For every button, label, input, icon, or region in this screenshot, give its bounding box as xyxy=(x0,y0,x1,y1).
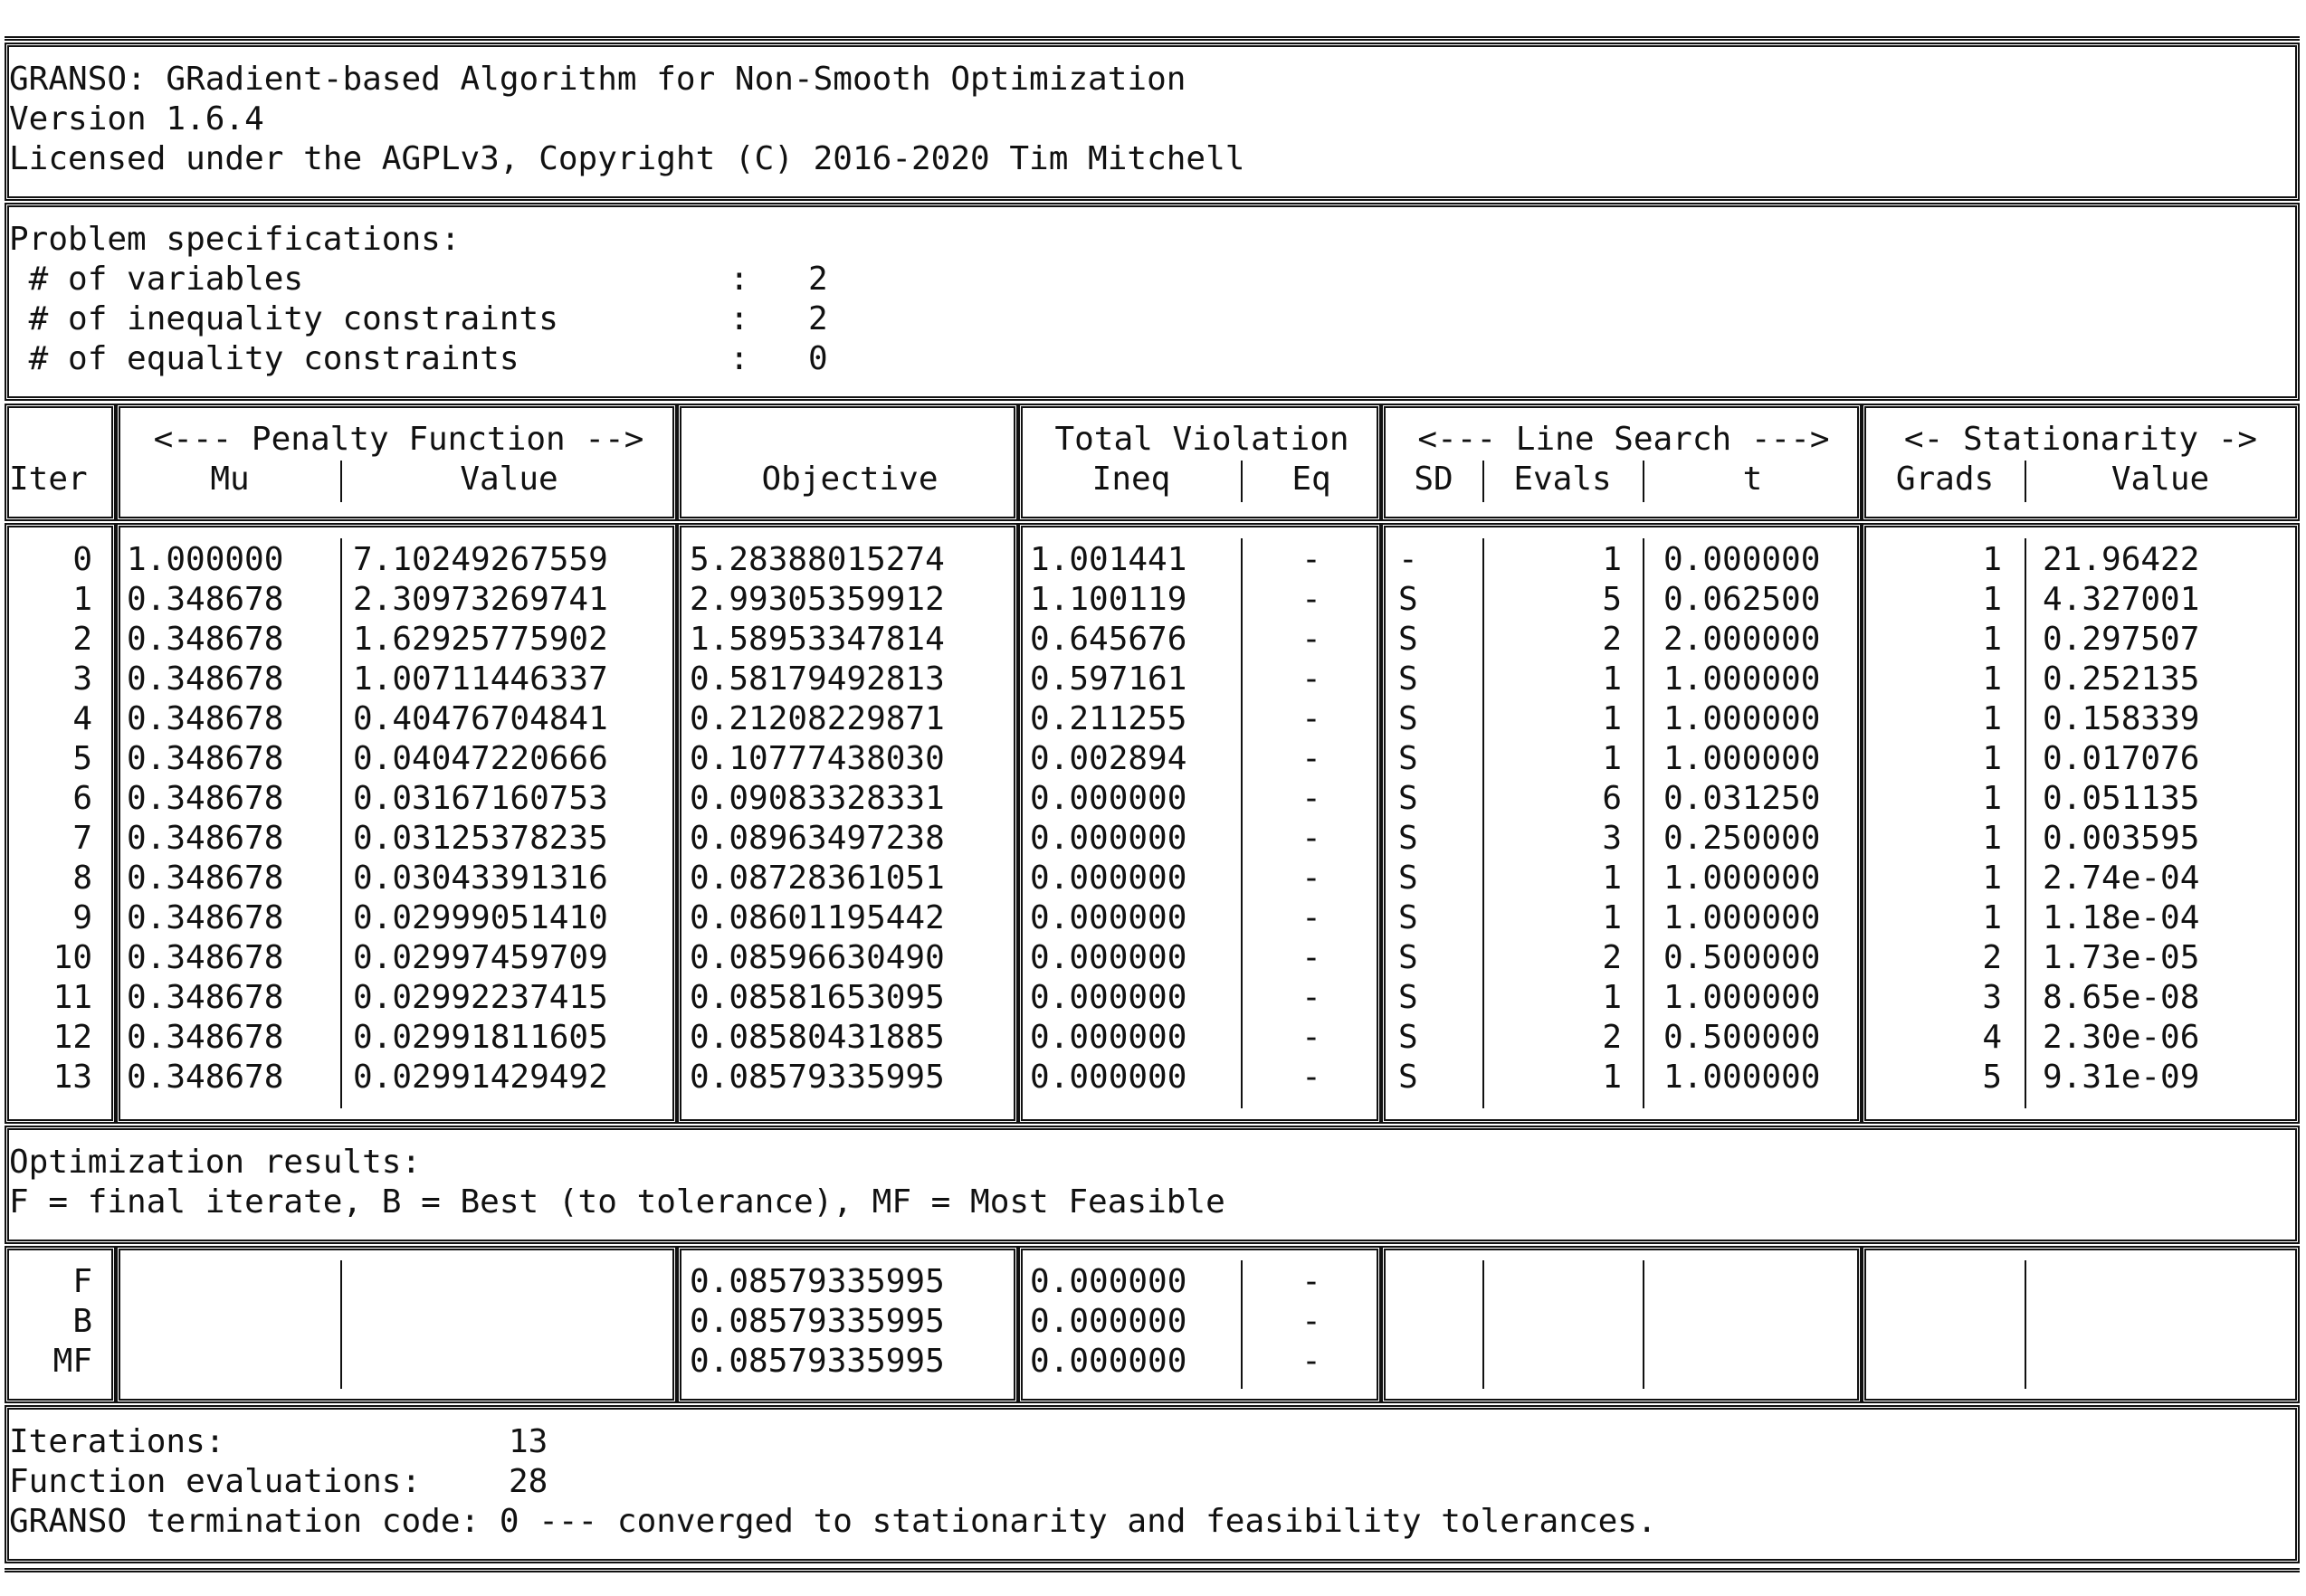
cell-evals: 1 xyxy=(1602,740,1622,777)
cell-iter: 3 xyxy=(72,660,92,698)
table-cell-frame xyxy=(116,1246,677,1403)
cell-stationarity-value: 0.158339 xyxy=(2043,700,2200,737)
cell-evals: 1 xyxy=(1602,541,1622,578)
cell-penalty-value: 0.03043391316 xyxy=(353,860,608,897)
problem-heading: Problem specifications: xyxy=(9,221,461,258)
cell-sd: S xyxy=(1398,1019,1418,1056)
cell-objective: 2.99305359912 xyxy=(690,581,945,618)
cell-penalty-value: 0.02992237415 xyxy=(353,979,608,1016)
cell-penalty-value: 0.40476704841 xyxy=(353,700,608,737)
cell-ineq: 1.001441 xyxy=(1030,541,1187,578)
cell-grads: 1 xyxy=(1982,581,2002,618)
cell-eq: - xyxy=(1301,660,1321,698)
cell-objective: 0.08579335995 xyxy=(690,1059,945,1096)
cell-iter: 1 xyxy=(72,581,92,618)
cell-grads: 1 xyxy=(1982,621,2002,658)
cell-sd: S xyxy=(1398,740,1418,777)
cell-t: 0.500000 xyxy=(1663,939,1821,976)
cell-evals: 1 xyxy=(1602,700,1622,737)
cell-iter: 7 xyxy=(72,820,92,857)
header-objective: Objective xyxy=(761,461,939,498)
spec-colon: : xyxy=(729,340,749,377)
cell-eq: - xyxy=(1301,581,1321,618)
cell-mu: 0.348678 xyxy=(127,1019,284,1056)
cell-penalty-value: 1.00711446337 xyxy=(353,660,608,698)
header-violation-group: Total Violation xyxy=(1054,421,1349,458)
summary-iterations-value: 13 xyxy=(509,1423,548,1460)
cell-evals: 2 xyxy=(1602,939,1622,976)
results-legend: F = final iterate, B = Best (to tolerance), MF = Most Feasible xyxy=(9,1183,1225,1221)
result-objective: 0.08579335995 xyxy=(690,1303,945,1340)
cell-ineq: 0.000000 xyxy=(1030,1019,1187,1056)
cell-ineq: 0.211255 xyxy=(1030,700,1187,737)
cell-iter: 0 xyxy=(72,541,92,578)
cell-sd: S xyxy=(1398,860,1418,897)
header-penalty-value: Value xyxy=(460,461,558,498)
cell-eq: - xyxy=(1301,700,1321,737)
column-separator xyxy=(340,538,342,1108)
cell-objective: 0.08601195442 xyxy=(690,899,945,936)
header-evals: Evals xyxy=(1513,461,1612,498)
cell-penalty-value: 0.03167160753 xyxy=(353,780,608,817)
cell-objective: 0.09083328331 xyxy=(690,780,945,817)
cell-stationarity-value: 0.297507 xyxy=(2043,621,2200,658)
cell-eq: - xyxy=(1301,860,1321,897)
cell-grads: 1 xyxy=(1982,700,2002,737)
cell-objective: 0.08580431885 xyxy=(690,1019,945,1056)
banner-license: Licensed under the AGPLv3, Copyright (C) 2016-2020 Tim Mitchell xyxy=(9,140,1245,177)
cell-t: 0.000000 xyxy=(1663,541,1821,578)
cell-ineq: 0.000000 xyxy=(1030,820,1187,857)
cell-evals: 1 xyxy=(1602,860,1622,897)
cell-mu: 0.348678 xyxy=(127,780,284,817)
cell-iter: 2 xyxy=(72,621,92,658)
cell-iter: 4 xyxy=(72,700,92,737)
outer-bottom-rule xyxy=(5,1568,2300,1572)
cell-t: 1.000000 xyxy=(1663,660,1821,698)
result-objective: 0.08579335995 xyxy=(690,1263,945,1300)
cell-mu: 0.348678 xyxy=(127,979,284,1016)
cell-t: 1.000000 xyxy=(1663,860,1821,897)
cell-evals: 5 xyxy=(1602,581,1622,618)
cell-sd: S xyxy=(1398,700,1418,737)
result-label: MF xyxy=(52,1343,92,1380)
cell-ineq: 0.000000 xyxy=(1030,899,1187,936)
cell-ineq: 0.000000 xyxy=(1030,939,1187,976)
header-ineq: Ineq xyxy=(1091,461,1171,498)
result-objective: 0.08579335995 xyxy=(690,1343,945,1380)
results-heading: Optimization results: xyxy=(9,1144,422,1181)
cell-eq: - xyxy=(1301,740,1321,777)
spec-colon: : xyxy=(729,300,749,337)
cell-evals: 2 xyxy=(1602,1019,1622,1056)
summary-evals-value: 28 xyxy=(509,1463,548,1500)
cell-evals: 1 xyxy=(1602,899,1622,936)
header-eq: Eq xyxy=(1291,461,1331,498)
cell-ineq: 0.597161 xyxy=(1030,660,1187,698)
cell-mu: 0.348678 xyxy=(127,740,284,777)
cell-stationarity-value: 21.96422 xyxy=(2043,541,2200,578)
cell-t: 1.000000 xyxy=(1663,1059,1821,1096)
cell-sd: S xyxy=(1398,820,1418,857)
result-eq: - xyxy=(1301,1263,1321,1300)
cell-grads: 1 xyxy=(1982,740,2002,777)
cell-ineq: 0.645676 xyxy=(1030,621,1187,658)
cell-sd: S xyxy=(1398,979,1418,1016)
cell-mu: 0.348678 xyxy=(127,820,284,857)
cell-grads: 4 xyxy=(1982,1019,2002,1056)
cell-penalty-value: 2.30973269741 xyxy=(353,581,608,618)
cell-ineq: 0.002894 xyxy=(1030,740,1187,777)
cell-eq: - xyxy=(1301,820,1321,857)
cell-mu: 0.348678 xyxy=(127,621,284,658)
spec-label: # of variables xyxy=(9,261,304,298)
cell-stationarity-value: 1.18e-04 xyxy=(2043,899,2200,936)
cell-sd: S xyxy=(1398,780,1418,817)
cell-evals: 3 xyxy=(1602,820,1622,857)
header-mu: Mu xyxy=(210,461,250,498)
result-ineq: 0.000000 xyxy=(1030,1303,1187,1340)
cell-t: 2.000000 xyxy=(1663,621,1821,658)
cell-sd: S xyxy=(1398,899,1418,936)
column-separator xyxy=(2025,538,2026,1108)
cell-ineq: 0.000000 xyxy=(1030,860,1187,897)
table-cell-frame xyxy=(1862,1246,2300,1403)
cell-objective: 0.10777438030 xyxy=(690,740,945,777)
spec-value: 2 xyxy=(808,261,828,298)
cell-stationarity-value: 0.003595 xyxy=(2043,820,2200,857)
cell-stationarity-value: 4.327001 xyxy=(2043,581,2200,618)
cell-mu: 0.348678 xyxy=(127,1059,284,1096)
header-stationarity-value: Value xyxy=(2111,461,2210,498)
cell-ineq: 0.000000 xyxy=(1030,979,1187,1016)
cell-stationarity-value: 2.30e-06 xyxy=(2043,1019,2200,1056)
cell-stationarity-value: 0.252135 xyxy=(2043,660,2200,698)
header-sd: SD xyxy=(1414,461,1453,498)
result-eq: - xyxy=(1301,1343,1321,1380)
table-cell-frame xyxy=(1381,1246,1862,1403)
header-iter: Iter xyxy=(9,461,88,498)
cell-penalty-value: 0.04047220666 xyxy=(353,740,608,777)
cell-evals: 6 xyxy=(1602,780,1622,817)
cell-stationarity-value: 0.051135 xyxy=(2043,780,2200,817)
cell-eq: - xyxy=(1301,899,1321,936)
cell-iter: 11 xyxy=(52,979,92,1016)
spec-label: # of equality constraints xyxy=(9,340,519,377)
cell-mu: 0.348678 xyxy=(127,581,284,618)
termination-message: GRANSO termination code: 0 --- converged to stationarity and feasibility tolerances. xyxy=(9,1503,1657,1540)
result-label: B xyxy=(72,1303,92,1340)
cell-objective: 1.58953347814 xyxy=(690,621,945,658)
result-ineq: 0.000000 xyxy=(1030,1263,1187,1300)
cell-stationarity-value: 1.73e-05 xyxy=(2043,939,2200,976)
header-t: t xyxy=(1742,461,1763,498)
spec-value: 2 xyxy=(808,300,828,337)
cell-sd: S xyxy=(1398,581,1418,618)
cell-penalty-value: 0.03125378235 xyxy=(353,820,608,857)
cell-iter: 6 xyxy=(72,780,92,817)
cell-objective: 0.58179492813 xyxy=(690,660,945,698)
summary-iterations-label: Iterations: xyxy=(9,1423,225,1460)
cell-objective: 0.08596630490 xyxy=(690,939,945,976)
cell-mu: 0.348678 xyxy=(127,899,284,936)
cell-objective: 0.21208229871 xyxy=(690,700,945,737)
cell-t: 0.250000 xyxy=(1663,820,1821,857)
cell-sd: - xyxy=(1398,541,1418,578)
cell-mu: 0.348678 xyxy=(127,700,284,737)
cell-eq: - xyxy=(1301,1059,1321,1096)
cell-stationarity-value: 9.31e-09 xyxy=(2043,1059,2200,1096)
cell-stationarity-value: 8.65e-08 xyxy=(2043,979,2200,1016)
cell-objective: 5.28388015274 xyxy=(690,541,945,578)
cell-sd: S xyxy=(1398,621,1418,658)
cell-grads: 5 xyxy=(1982,1059,2002,1096)
cell-objective: 0.08581653095 xyxy=(690,979,945,1016)
cell-evals: 1 xyxy=(1602,660,1622,698)
cell-objective: 0.08963497238 xyxy=(690,820,945,857)
cell-stationarity-value: 2.74e-04 xyxy=(2043,860,2200,897)
header-grads: Grads xyxy=(1895,461,1995,498)
cell-ineq: 0.000000 xyxy=(1030,1059,1187,1096)
cell-eq: - xyxy=(1301,621,1321,658)
cell-grads: 1 xyxy=(1982,660,2002,698)
cell-grads: 3 xyxy=(1982,979,2002,1016)
spec-colon: : xyxy=(729,261,749,298)
cell-evals: 2 xyxy=(1602,621,1622,658)
cell-t: 0.062500 xyxy=(1663,581,1821,618)
column-separator xyxy=(1482,1260,1484,1389)
cell-sd: S xyxy=(1398,1059,1418,1096)
cell-iter: 10 xyxy=(52,939,92,976)
cell-ineq: 0.000000 xyxy=(1030,780,1187,817)
spec-label: # of inequality constraints xyxy=(9,300,558,337)
cell-t: 1.000000 xyxy=(1663,899,1821,936)
cell-stationarity-value: 0.017076 xyxy=(2043,740,2200,777)
cell-grads: 1 xyxy=(1982,860,2002,897)
cell-sd: S xyxy=(1398,939,1418,976)
cell-eq: - xyxy=(1301,979,1321,1016)
cell-t: 0.031250 xyxy=(1663,780,1821,817)
cell-mu: 1.000000 xyxy=(127,541,284,578)
cell-t: 1.000000 xyxy=(1663,740,1821,777)
cell-mu: 0.348678 xyxy=(127,860,284,897)
cell-objective: 0.08728361051 xyxy=(690,860,945,897)
cell-grads: 1 xyxy=(1982,780,2002,817)
cell-grads: 1 xyxy=(1982,820,2002,857)
cell-t: 1.000000 xyxy=(1663,979,1821,1016)
cell-iter: 9 xyxy=(72,899,92,936)
header-stationarity-group: <- Stationarity -> xyxy=(1903,421,2258,458)
cell-sd: S xyxy=(1398,660,1418,698)
cell-eq: - xyxy=(1301,1019,1321,1056)
cell-t: 0.500000 xyxy=(1663,1019,1821,1056)
summary-evals-label: Function evaluations: xyxy=(9,1463,422,1500)
cell-eq: - xyxy=(1301,541,1321,578)
header-penalty-group: <--- Penalty Function --> xyxy=(153,421,644,458)
column-separator xyxy=(1643,538,1644,1108)
cell-grads: 2 xyxy=(1982,939,2002,976)
column-separator xyxy=(1643,1260,1644,1389)
cell-penalty-value: 0.02991811605 xyxy=(353,1019,608,1056)
cell-iter: 12 xyxy=(52,1019,92,1056)
banner-title: GRANSO: GRadient-based Algorithm for Non-Smooth Optimization xyxy=(9,61,1186,98)
cell-t: 1.000000 xyxy=(1663,700,1821,737)
cell-penalty-value: 0.02999051410 xyxy=(353,899,608,936)
cell-iter: 13 xyxy=(52,1059,92,1096)
cell-mu: 0.348678 xyxy=(127,660,284,698)
result-eq: - xyxy=(1301,1303,1321,1340)
banner-version: Version 1.6.4 xyxy=(9,100,264,138)
cell-mu: 0.348678 xyxy=(127,939,284,976)
result-label: F xyxy=(72,1263,92,1300)
spec-value: 0 xyxy=(808,340,828,377)
outer-top-rule xyxy=(5,36,2300,41)
cell-penalty-value: 0.02991429492 xyxy=(353,1059,608,1096)
cell-penalty-value: 1.62925775902 xyxy=(353,621,608,658)
column-separator xyxy=(340,1260,342,1389)
cell-iter: 8 xyxy=(72,860,92,897)
cell-evals: 1 xyxy=(1602,979,1622,1016)
cell-grads: 1 xyxy=(1982,541,2002,578)
result-ineq: 0.000000 xyxy=(1030,1343,1187,1380)
cell-evals: 1 xyxy=(1602,1059,1622,1096)
cell-eq: - xyxy=(1301,939,1321,976)
cell-eq: - xyxy=(1301,780,1321,817)
header-linesearch-group: <--- Line Search ---> xyxy=(1417,421,1830,458)
column-separator xyxy=(2025,1260,2026,1389)
cell-penalty-value: 7.10249267559 xyxy=(353,541,608,578)
cell-ineq: 1.100119 xyxy=(1030,581,1187,618)
cell-iter: 5 xyxy=(72,740,92,777)
cell-grads: 1 xyxy=(1982,899,2002,936)
cell-penalty-value: 0.02997459709 xyxy=(353,939,608,976)
